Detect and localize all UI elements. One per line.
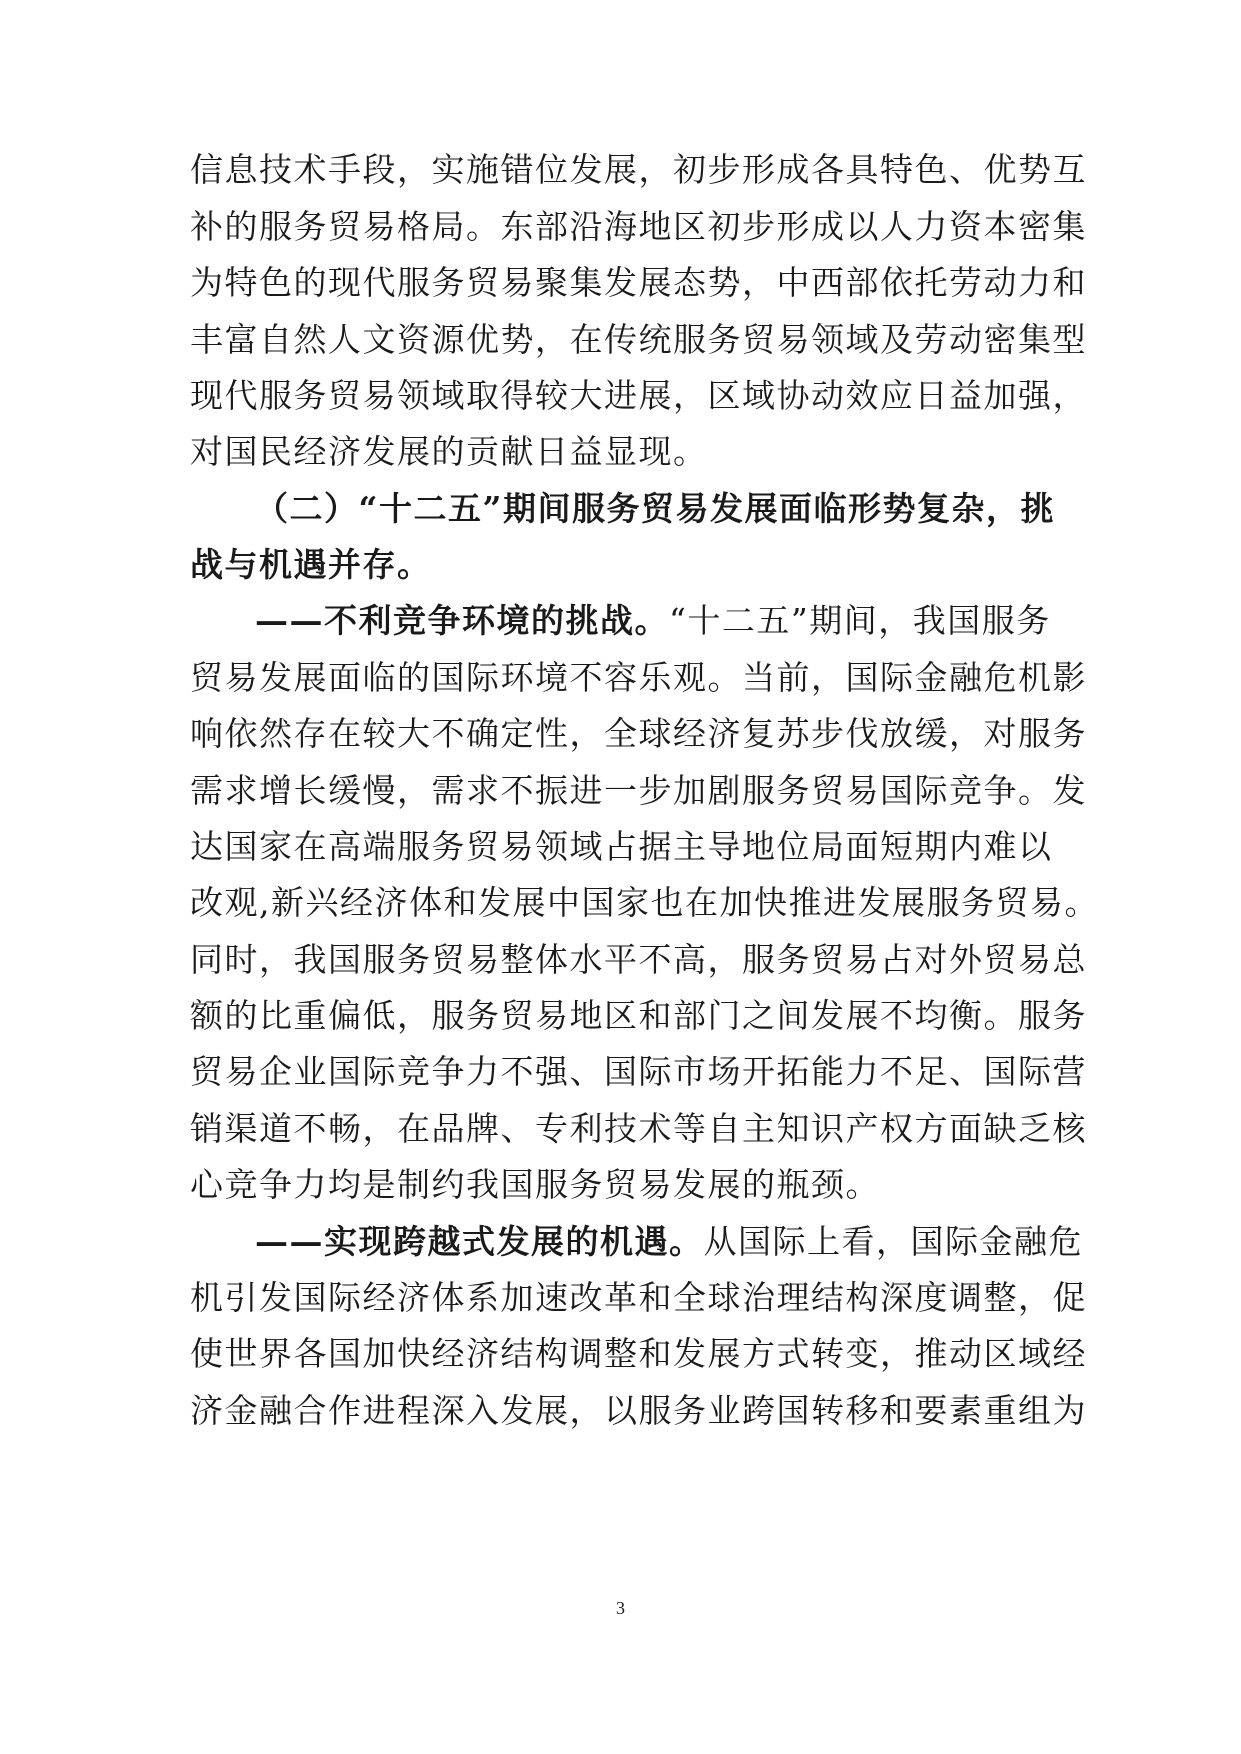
body-line-15: 同时，我国服务贸易整体水平不高，服务贸易占对外贸易总 <box>190 940 1087 979</box>
body-line-5: 现代服务贸易领域取得较大进展，区域协动效应日益加强， <box>190 376 1087 415</box>
body-line-18: 销渠道不畅，在品牌、专利技术等自主知识产权方面缺乏核 <box>190 1109 1087 1148</box>
subheading-challenge-text: “十二五”期间，我国服务 <box>669 601 1051 640</box>
body-line-12: 需求增长缓慢，需求不振进一步加剧服务贸易国际竞争。发 <box>190 771 1087 810</box>
section-heading-line-1: （二）“十二五”期间服务贸易发展面临形势复杂，挑 <box>255 489 1055 528</box>
body-line-6: 对国民经济发展的贡献日益显现。 <box>190 432 708 471</box>
body-line-1: 信息技术手段，实施错位发展，初步形成各具特色、优势互 <box>190 150 1087 189</box>
body-line-3: 为特色的现代服务贸易聚集发展态势，中西部依托劳动力和 <box>190 263 1087 302</box>
subheading-challenge-title: ——不利竞争环境的挑战。 <box>255 601 669 640</box>
body-line-14: 改观,新兴经济体和发展中国家也在加快推进发展服务贸易。 <box>190 883 1099 922</box>
body-line-13: 达国家在高端服务贸易领域占据主导地位局面短期内难以 <box>190 827 1053 866</box>
subheading-opportunity-title: ——实现跨越式发展的机遇。 <box>255 1222 704 1261</box>
body-line-21: 机引发国际经济体系加速改革和全球治理结构深度调整，促 <box>190 1278 1087 1317</box>
body-line-22: 使世界各国加快经济结构调整和发展方式转变，推动区域经 <box>190 1334 1087 1373</box>
subheading-challenge-line <box>255 596 1050 646</box>
subheading-opportunity-text: 从国际上看，国际金融危 <box>703 1222 1083 1261</box>
body-line-17: 贸易企业国际竞争力不强、国际市场开拓能力不足、国际营 <box>190 1052 1087 1091</box>
subheading-opportunity-line <box>255 1217 1083 1267</box>
page-number: 3 <box>616 1598 625 1618</box>
section-heading-line-2: 战与机遇并存。 <box>190 545 432 584</box>
body-line-16: 额的比重偏低，服务贸易地区和部门之间发展不均衡。服务 <box>190 996 1087 1035</box>
body-line-11: 响依然存在较大不确定性，全球经济复苏步伐放缓，对服务 <box>190 714 1087 753</box>
body-line-2: 补的服务贸易格局。东部沿海地区初步形成以人力资本密集 <box>190 207 1087 246</box>
body-line-4: 丰富自然人文资源优势，在传统服务贸易领域及劳动密集型 <box>190 320 1087 359</box>
body-line-19: 心竞争力均是制约我国服务贸易发展的瓶颈。 <box>190 1165 880 1204</box>
body-line-10: 贸易发展面临的国际环境不容乐观。当前，国际金融危机影 <box>190 658 1087 697</box>
body-line-23: 济金融合作进程深入发展，以服务业跨国转移和要素重组为 <box>190 1391 1087 1430</box>
